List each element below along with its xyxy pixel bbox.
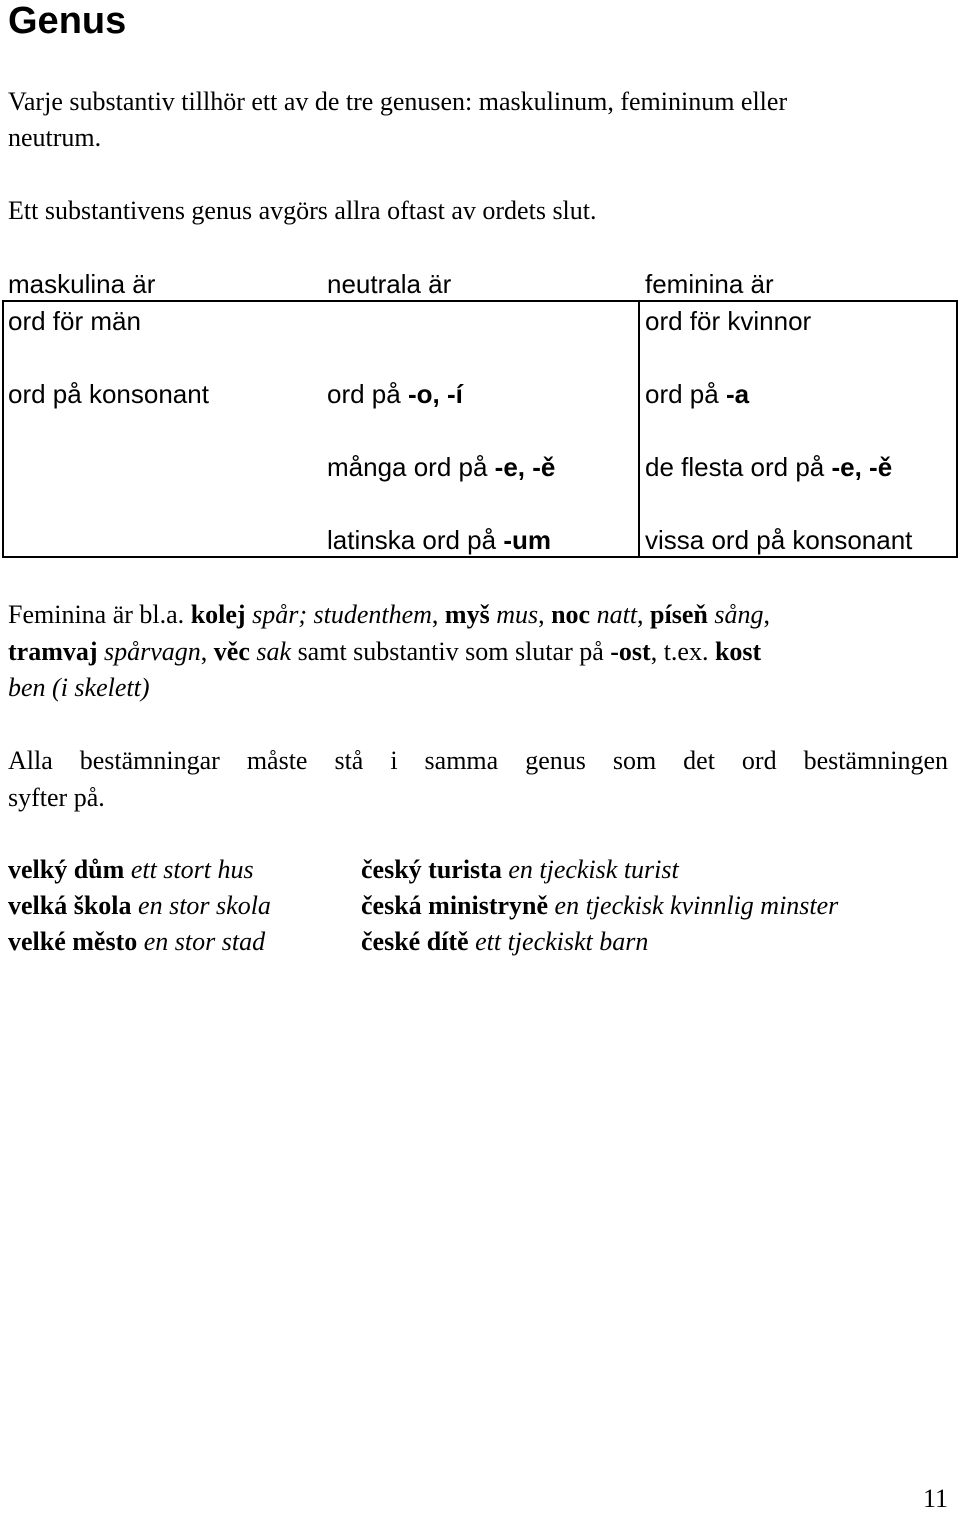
feminine-women: ord för kvinnor [645, 306, 812, 336]
feminine-row-1: ord på -a [645, 379, 750, 409]
agreement-line-2: syfter på. [8, 783, 105, 812]
example-left-3: velké město en stor stad [8, 927, 266, 956]
header-neuter: neutrala är [327, 269, 452, 299]
feminina-line-3: ben (i skelett) [8, 673, 150, 702]
example-right-1: český turista en tjeckisk turist [361, 855, 679, 884]
genus-table [2, 300, 958, 558]
header-feminine: feminina är [645, 269, 774, 299]
example-right-3: české dítě ett tjeckiskt barn [361, 927, 649, 956]
feminina-line-1: Feminina är bl.a. kolej spår; studenthem, myš mus, noc natt, píseň sång, [8, 600, 770, 629]
example-right-2: česká ministryně en tjeckisk kvinnlig minster [361, 891, 839, 920]
feminina-line-2: tramvaj spårvagn, věc sak samt substantiv som slutar på -ost, t.ex. kost [8, 637, 762, 666]
neuter-row-3: latinska ord på -um [327, 525, 551, 555]
agreement-line-1: Alla bestämningar måste stå i samma genus som det ord bestämningen [8, 746, 948, 775]
example-left-1: velký dům ett stort hus [8, 855, 254, 884]
feminine-row-2: de flesta ord på -e, -ě [645, 452, 893, 482]
intro-line-3: Ett substantivens genus avgörs allra oftast av ordets slut. [8, 196, 597, 225]
masculine-consonant: ord på konsonant [8, 379, 209, 409]
neuter-row-2: många ord på -e, -ě [327, 452, 556, 482]
masculine-men: ord för män [8, 306, 141, 336]
table-divider [638, 300, 640, 558]
page-title: Genus [8, 0, 127, 42]
neuter-row-1: ord på -o, -í [327, 379, 463, 409]
intro-line-2: neutrum. [8, 123, 102, 152]
example-left-2: velká škola en stor skola [8, 891, 271, 920]
header-masculine: maskulina är [8, 269, 156, 299]
page-number: 11 [922, 1484, 948, 1513]
feminine-row-3: vissa ord på konsonant [645, 525, 913, 555]
intro-line-1: Varje substantiv tillhör ett av de tre genusen: maskulinum, femininum eller [8, 87, 788, 116]
